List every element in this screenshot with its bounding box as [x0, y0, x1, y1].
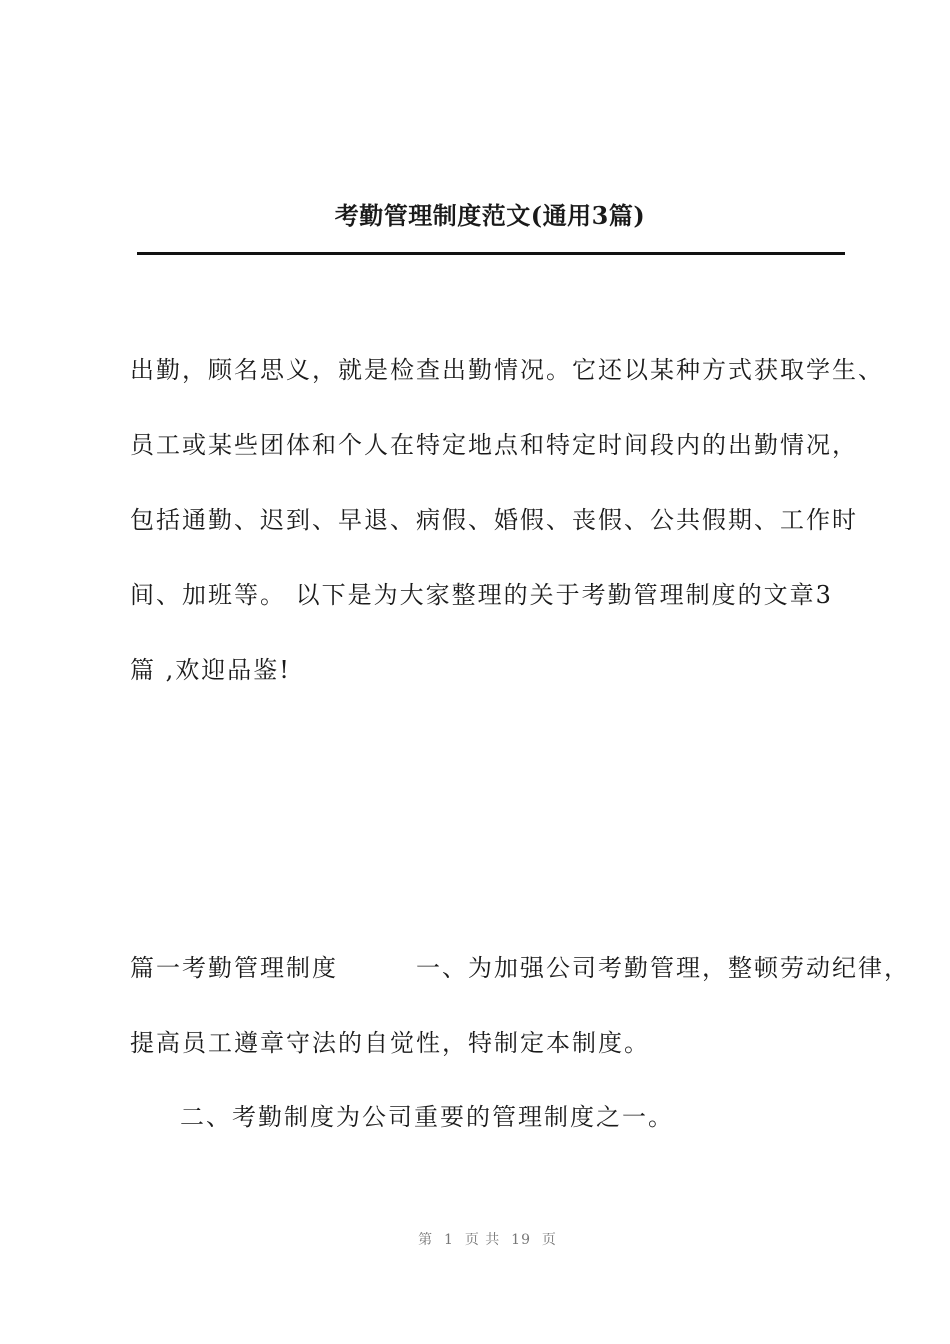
intro-line-4: 间、加班等。 以下是为大家整理的关于考勤管理制度的文章3	[130, 581, 833, 609]
page-number-footer: 第 1 页 共 19 页	[418, 1232, 557, 1248]
intro-line-2: 员工或某些团体和个人在特定地点和特定时间段内的出勤情况，	[130, 431, 858, 459]
section-line-1: 篇一考勤管理制度 一、为加强公司考勤管理，整顿劳动纪律，	[130, 954, 910, 982]
intro-line-1: 出勤，顾名思义，就是检查出勤情况。它还以某种方式获取学生、	[130, 356, 884, 384]
intro-line-3: 包括通勤、迟到、早退、病假、婚假、丧假、公共假期、工作时	[130, 506, 858, 534]
document-title: 考勤管理制度范文(通用3篇)	[334, 201, 646, 230]
section-line-2: 提高员工遵章守法的自觉性，特制定本制度。	[130, 1029, 650, 1057]
intro-line-5: 篇 ,欢迎品鉴!	[130, 656, 291, 684]
section-line-3: 二、考勤制度为公司重要的管理制度之一。	[180, 1103, 674, 1131]
title-underline	[137, 252, 845, 255]
